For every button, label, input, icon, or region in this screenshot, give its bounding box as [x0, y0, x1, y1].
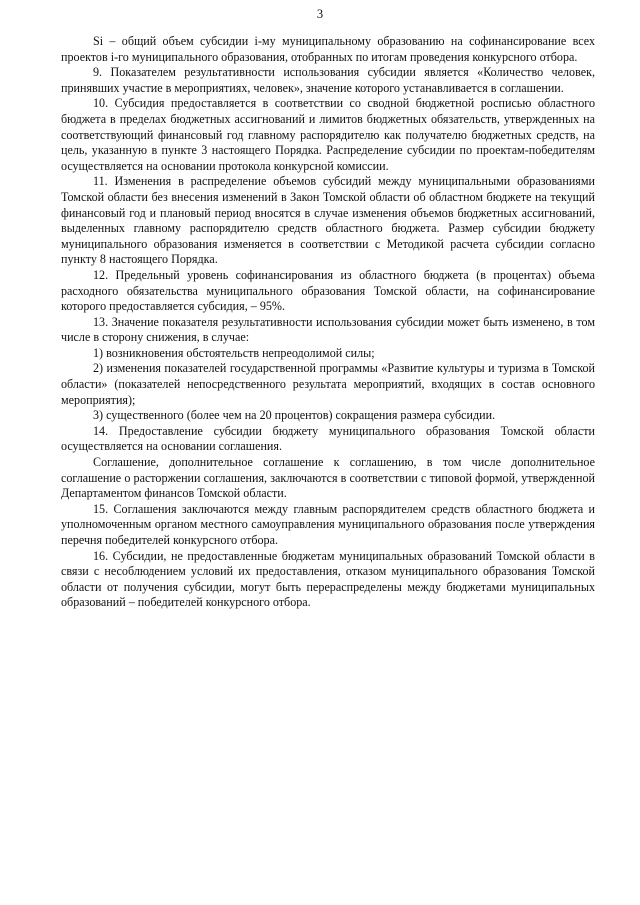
paragraph-13-item-1: 1) возникновения обстоятельств непреодолимой силы; — [93, 345, 375, 360]
paragraph-15: 15. Соглашения заключаются между главным распорядителем средств областного бюджета и уполномоченным органом местного самоуправления муниципального образования после утверждения перечня победителей конкурсного отбора. — [61, 501, 595, 547]
paragraph-si-definition: Si – общий объем субсидии i-му муниципальному образованию на софинансирование всех проектов i-го муниципального образования, отобранных по итогам проведения конкурсного отбора. — [61, 34, 595, 64]
paragraph-13: 13. Значение показателя результативности использования субсидии может быть изменено, в том числе в сторону снижения, в случае: — [61, 314, 595, 345]
paragraph-13-item-2: 2) изменения показателей государственной программы «Развитие культуры и туризма в Томской области» (показателей непосредственного результата мероприятий, входящих в состав основного мероприятия); — [61, 361, 595, 407]
paragraph-10: 10. Субсидия предоставляется в соответствии со сводной бюджетной росписью областного бюджета в пределах бюджетных ассигнований и лимитов бюджетных обязательств, утвержденных на соответствующий финансовый год главному распорядителю как получателю бюджетных средств, на цель, указанную в пункте 3 настоящего Порядка. Распределение субсидии по проектам-победителям осуществляется на основании протокола конкурсной комиссии. — [61, 96, 595, 173]
paragraph-9: 9. Показателем результативности использования субсидии является «Количество человек, принявших участие в мероприятиях, человек», значение которого устанавливается в соглашении. — [61, 65, 595, 95]
paragraph-12: 12. Предельный уровень софинансирования из областного бюджета (в процентах) объема расходного обязательства муниципального образования Томской области, на софинансирование которого предоставляется субсидия, – 95%. — [61, 267, 595, 314]
paragraph-14: 14. Предоставление субсидии бюджету муниципального образования Томской области осуществляется на основании соглашения. — [61, 423, 595, 454]
paragraph-14-agreement: Соглашение, дополнительное соглашение к соглашению, в том числе дополнительное соглашение о расторжении соглашения, заключаются в соответствии с типовой формой, утвержденной Департаментом финансов Томской области. — [61, 455, 595, 501]
paragraph-16: 16. Субсидии, не предоставленные бюджетам муниципальных образований Томской области в связи с несоблюдением условий их предоставления, отказом муниципального образования Томской области от получения субсидии, могут быть перераспределены между бюджетами муниципальных образований – победителей конкурсного отбора. — [61, 548, 595, 610]
document-body — [61, 34, 595, 611]
paragraph-11: 11. Изменения в распределение объемов субсидий между муниципальными образованиями Томской области без внесения изменений в Закон Томской области об областном бюджете на текущий финансовый год и плановый период вносятся в случае изменения объемов бюджетных ассигнований, выделенных главному распорядителю средств областного бюджета. Размер субсидии бюджету муниципального образования изменяется в соответствии с Методикой расчета субсидии согласно пункту 8 настоящего Порядка. — [61, 174, 595, 267]
paragraph-13-item-3: 3) существенного (более чем на 20 процентов) сокращения размера субсидии. — [93, 408, 496, 423]
page-number: 3 — [316, 7, 324, 21]
